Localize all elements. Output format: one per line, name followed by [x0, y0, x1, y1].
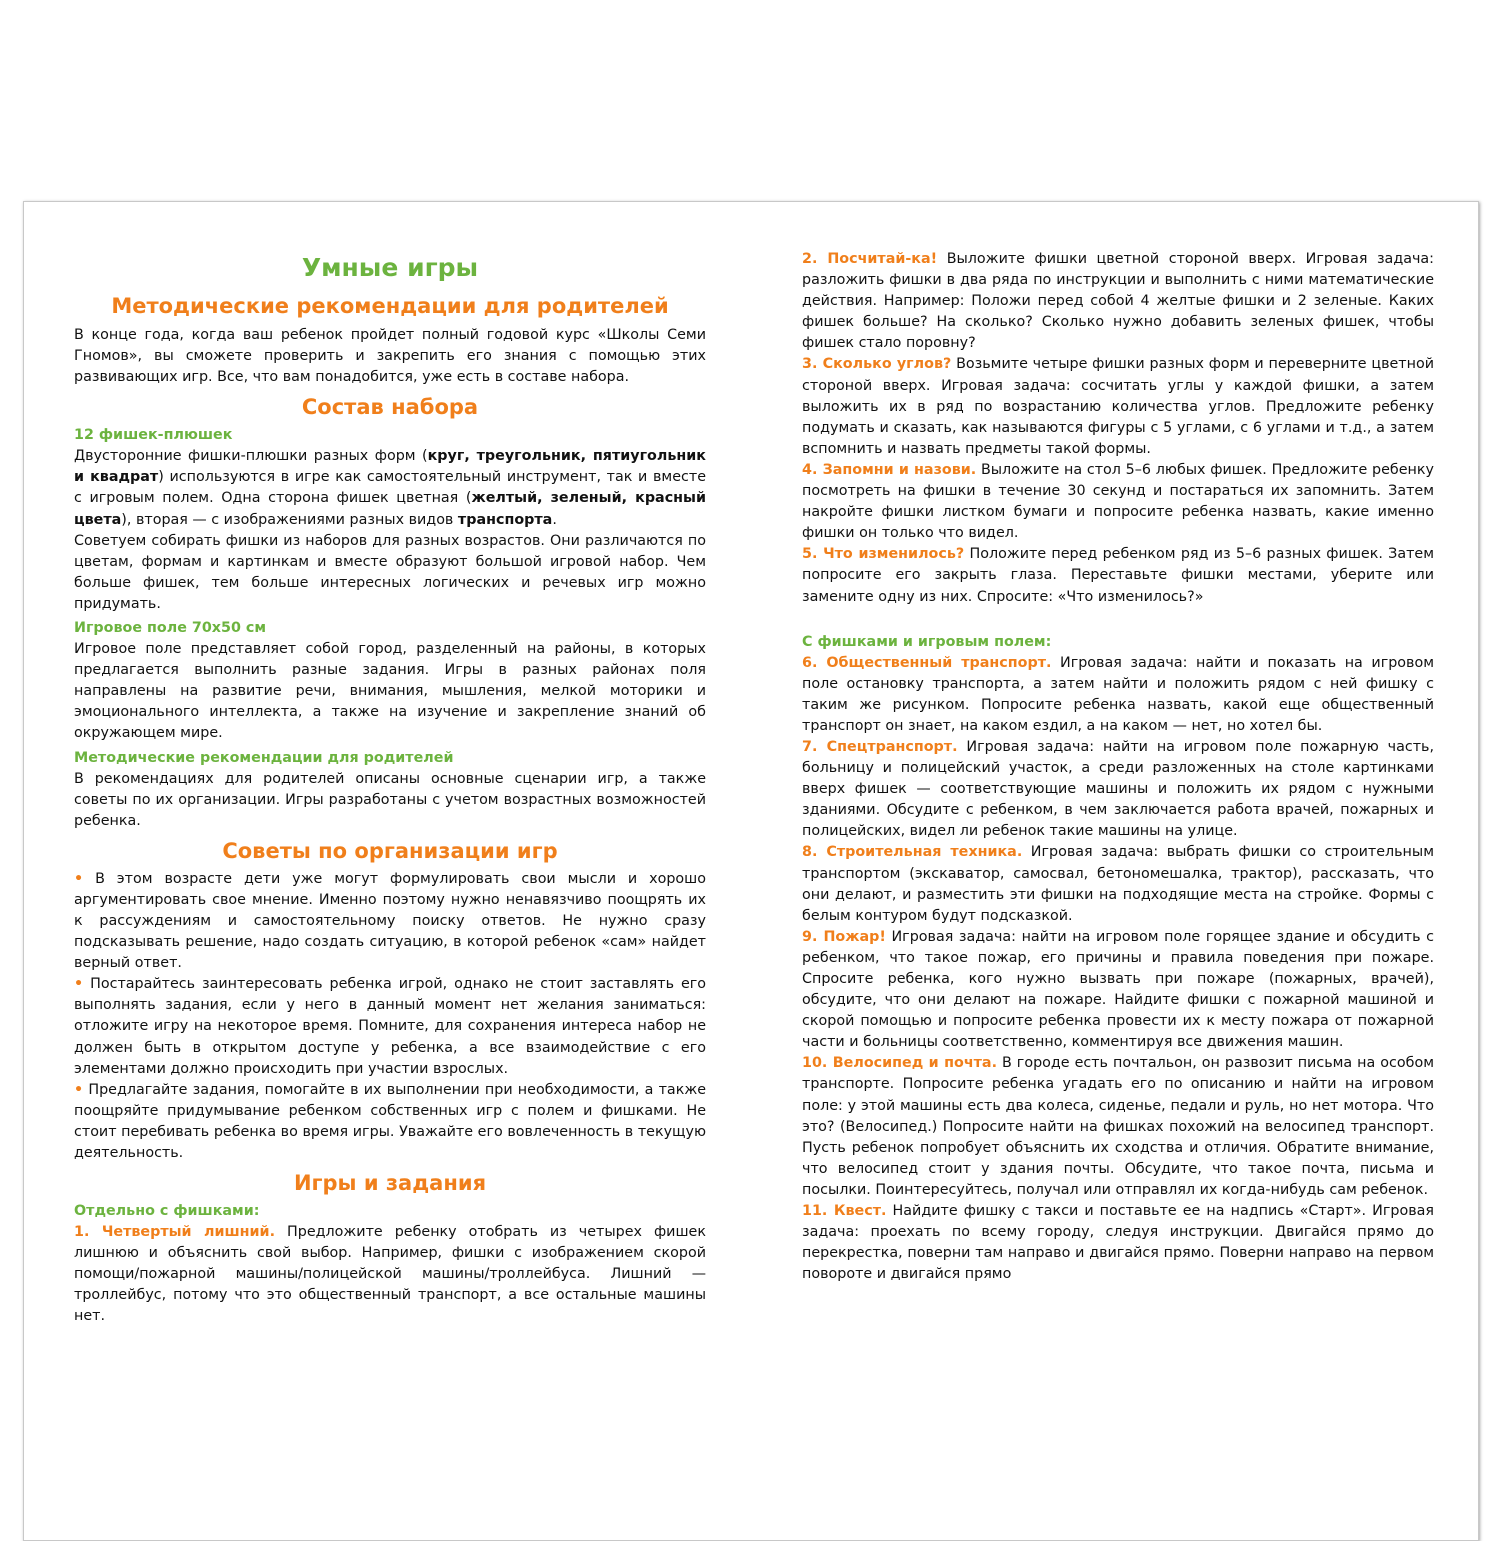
- tip-item: [74, 869, 706, 974]
- game-text: Игровая задача: найти и показать на игровом поле остановку транспорта, а затем найти и положить рядом с ней фишку с таким же рисунком. Попросите ребенка назвать, какой еще общественный транспорт он знает, на каком ездил, а на каком — нет, но хотел бы.: [802, 654, 1434, 734]
- game-title: 4. Запомни и назови.: [802, 461, 977, 478]
- chips-text-3: ), вторая — с изображениями разных видов: [121, 511, 458, 528]
- game-title: 1. Четвертый лишний.: [74, 1224, 276, 1241]
- chips-colors: желтый, зеленый, красный цвета: [74, 490, 707, 528]
- left-column: [74, 249, 706, 1328]
- game-title: 9. Пожар!: [802, 928, 886, 945]
- game-title: 2. Посчитай-ка!: [802, 251, 938, 267]
- tip-item: [74, 974, 706, 1079]
- tip-item: [74, 1080, 706, 1164]
- chips-text-4: .: [552, 511, 557, 528]
- game-title: 5. Что изменилось?: [802, 546, 965, 563]
- field-description: Игровое поле представляет собой город, разделенный на районы, в которых предлагается выполнить разные задания. Игры в разных районах поля направлены на развитие речи, внимания, мышления, мелкой моторики и эмоционального интеллекта, а также на изучение и закрепление знаний об окружающем мире.: [74, 641, 706, 742]
- game-item: [802, 1053, 1434, 1201]
- game-text: Положите перед ребенком ряд из 5–6 разных фишек. Затем попросите его закрыть глаза. Переставьте фишки местами, уберите или замените одну из них. Спросите: «Что изменилось?»: [802, 546, 1434, 605]
- games-heading: Игры и задания: [293, 1171, 487, 1196]
- right-column: [802, 249, 1434, 1285]
- chips-only-heading: Отдельно с фишками:: [74, 1203, 260, 1220]
- chips-heading: 12 фишек-плюшек: [74, 427, 233, 444]
- game-text: Игровая задача: найти на игровом поле пожарную часть, больницу и полицейский участок, а среди разложенных на столе картинками вверх фишек — соответствующие машины и положить их рядом с нужными зданиями. Обсудите с ребенком, в чем заключается работа врачей, пожарных и полицейских, видел ли ребенок такие машины на улице.: [802, 738, 1434, 840]
- game-title: 10. Велосипед и почта.: [802, 1055, 998, 1072]
- chips-transport: транспорта: [457, 511, 553, 528]
- game-title: 8. Строительная техника.: [802, 844, 1023, 861]
- tip-text: Постарайтесь заинтересовать ребенка игрой, однако не стоит заставлять его выполнять задания, если у него в данный момент нет желания заниматься: отложите игру на некоторое время. Помните, для сохранения интереса набор не должен быть в открытом доступе у ребенка, а все взаимодействие с его элементами должно происходить при участии взрослых.: [74, 976, 707, 1077]
- kit-heading: Состав набора: [301, 395, 479, 420]
- spacer: [802, 608, 1434, 629]
- game-item: [802, 460, 1434, 544]
- bullet-icon: •: [74, 976, 84, 993]
- tip-text: В этом возрасте дети уже могут формулировать свои мысли и хорошо аргументировать свое мнение. Именно поэтому нужно ненавязчиво поощрять их к рассуждениям и самостоятельному поиску ответов. Не нужно сразу подсказывать решение, надо создать ситуацию, в которой ребенок «сам» найдет верный ответ.: [74, 870, 707, 972]
- game-text: Возьмите четыре фишки разных форм и переверните цветной стороной вверх. Игровая задача: сосчитать углы у каждой фишки, а затем выложить их в ряд по возрастанию количества углов. Предложите ребенку подумать и сказать, как называются фигуры с 5 углами, с 6 углами и т.д., а затем вспомнить и назвать предметы такой формы.: [802, 356, 1435, 457]
- game-title: 3. Сколько углов?: [802, 356, 952, 373]
- game-title: 6. Общественный транспорт.: [802, 654, 1052, 671]
- intro-paragraph: В конце года, когда ваш ребенок пройдет полный годовой курс «Школы Семи Гномов», вы сможете проверить и закрепить его знания с помощью этих развивающих игр. Все, что вам понадобится, уже есть в составе набора.: [74, 327, 706, 386]
- game-text: Найдите фишку с такси и поставьте ее на надпись «Старт». Игровая задача: проехать по всему городу, следуя инструкции. Двигайся прямо до перекрестка, поверни там направо и двигайся прямо. Поверни направо на первом повороте и двигайся прямо: [802, 1203, 1434, 1283]
- field-heading: Игровое поле 70х50 см: [74, 620, 267, 637]
- bullet-icon: •: [74, 1081, 84, 1098]
- chips-text-2: ) используются в игре как самостоятельный инструмент, так и вместе с игровым полем. Одна сторона фишек цветная (: [74, 469, 706, 507]
- game-text: В городе есть почтальон, он развозит письма на особом транспорте. Попросите ребенка угадать его по описанию и найти на игровом поле: у этой машины есть два колеса, сиденье, педали и руль, но нет мотора. Что это? (Велосипед.) Попросите найти на фишках похожий на велосипед транспорт. Пусть ребенок попробует объяснить их сходства и отличия. Обратите внимание, что велосипед стоит у здания почты. Обсудите, что такое почта, письма и посылки. Поинтересуйтесь, получал или отправлял их когда-нибудь сам ребенок.: [802, 1055, 1434, 1198]
- game-text: Предложите ребенку отобрать из четырех фишек лишнюю и объяснить свой выбор. Например, фишки с изображением скорой помощи/пожарной машины/полицейской машины/троллейбуса. Лишний — троллейбус, потому что это общественный транспорт, а все остальные машины нет.: [74, 1224, 706, 1325]
- game-title: 11. Квест.: [802, 1203, 887, 1220]
- page-subtitle: Методические рекомендации для родителей: [111, 294, 669, 318]
- guide-heading: Методические рекомендации для родителей: [74, 749, 454, 766]
- chips-shapes: круг, треугольник, пятиугольник и квадрат: [74, 448, 706, 486]
- bullet-icon: •: [74, 870, 84, 887]
- game-item: [802, 927, 1434, 1054]
- chips-description: [74, 446, 706, 530]
- game-title: 7. Спецтранспорт.: [802, 738, 958, 755]
- game-item: [802, 1201, 1434, 1285]
- game-item: [802, 544, 1434, 607]
- game-text: Игровая задача: выбрать фишки со строительным транспортом (экскаватор, самосвал, бетономешалка, трактор), рассказать, что они делают, и разместить эти фишки на подходящие места на стройке. Формы с белым контуром будут подсказкой.: [802, 844, 1434, 924]
- chips-text-1: Двусторонние фишки-плюшки разных форм (: [74, 448, 428, 465]
- guide-description: В рекомендациях для родителей описаны основные сценарии игр, а также советы по их организации. Игры разработаны с учетом возрастных возможностей ребенка.: [74, 770, 706, 829]
- tip-text: Предлагайте задания, помогайте в их выполнении при необходимости, а также поощряйте придумывание ребенком собственных игр с полем и фишками. Не стоит перебивать ребенка во время игры. Уважайте его вовлеченность в текущую деятельность.: [74, 1081, 707, 1161]
- with-field-heading: С фишками и игровым полем:: [802, 633, 1052, 650]
- game-item: [802, 737, 1434, 842]
- game-item: [74, 1222, 706, 1327]
- game-text: Выложите на стол 5–6 любых фишек. Предложите ребенку посмотреть на фишки в течение 30 секунд и постараться их запомнить. Затем накройте фишки листком бумаги и попросите ребенка назвать, какие именно фишки он только что видел.: [802, 461, 1434, 542]
- page-title: Умные игры: [301, 253, 479, 282]
- game-text: Выложите фишки цветной стороной вверх. Игровая задача: разложить фишки в два ряда по инструкции и выполнить с ними математические действия. Например: Положи перед собой 4 желтые фишки и 2 зеленые. Каких фишек больше? На сколько? Сколько нужно добавить зеленых фишек, чтобы фишек стало поровну?: [802, 251, 1434, 352]
- tips-heading: Советы по организации игр: [222, 838, 558, 863]
- game-item: [802, 653, 1434, 737]
- game-item: [802, 354, 1434, 459]
- game-item: [802, 249, 1434, 354]
- chips-advice: Советуем собирать фишки из наборов для разных возрастов. Они различаются по цветам, формам и картинкам и вместе образуют большой игровой набор. Чем больше фишек, тем больше интересных логических и речевых игр можно придумать.: [74, 532, 706, 612]
- game-text: Игровая задача: найти на игровом поле горящее здание и обсудить с ребенком, что такое пожар, его причины и правила поведения при пожаре. Спросите ребенка, кого нужно вызвать при пожаре (пожарных, врачей), обсудите, что они делают на пожаре. Найдите фишки с пожарной машиной и скорой помощью и попросите ребенка провести их к месту пожара от пожарной части и больницы соответственно, комментируя все движения машин.: [802, 928, 1434, 1051]
- game-item: [802, 842, 1434, 926]
